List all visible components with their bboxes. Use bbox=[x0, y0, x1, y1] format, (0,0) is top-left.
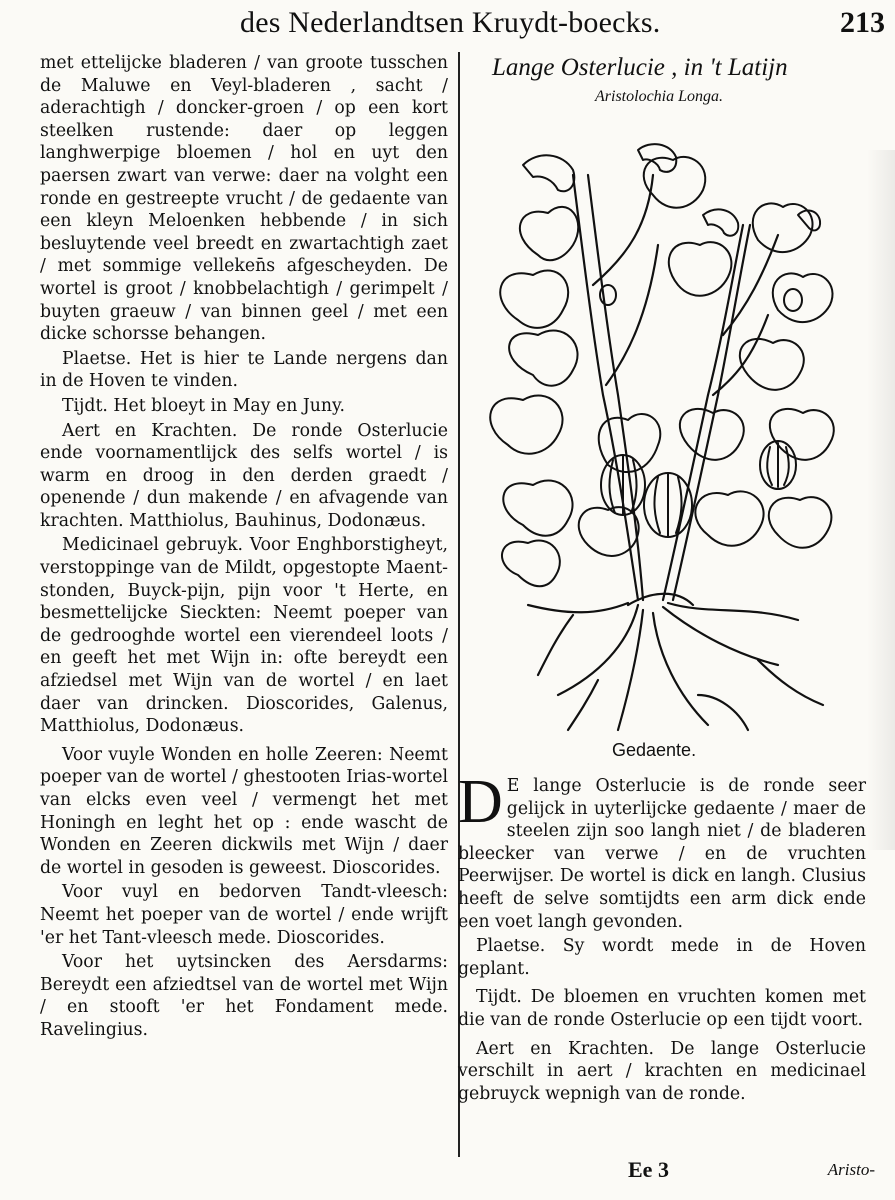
page-number: 213 bbox=[840, 6, 885, 39]
properties-paragraph: Aert en Krachten. De lange Osterlucie verschilt in aert / krachten en medicinael gebruyck wepnigh van de ronde. bbox=[458, 1038, 866, 1104]
signature-mark: Ee 3 bbox=[628, 1157, 669, 1182]
drop-cap: D bbox=[458, 768, 503, 836]
running-head bbox=[0, 6, 895, 46]
left-stem bbox=[573, 175, 658, 600]
time-paragraph: Tijdt. Het bloeyt in May en Juny. bbox=[62, 395, 345, 416]
left-column bbox=[40, 52, 448, 1044]
catchword: Aristo- bbox=[827, 1160, 875, 1179]
show-through-shadow bbox=[867, 150, 895, 850]
properties-paragraph: Aert en Krachten. De ronde Osterlucie ende voornamentlijck des selfs wortel / is warm en droog in den derden graedt / openende / dun makende / en afvagende van krachten. Matthiolus, Bauhinus, Dodonæus. bbox=[40, 420, 448, 531]
plant-title: Lange Osterlucie , in 't Latijn bbox=[492, 54, 788, 81]
plant-woodcut-illustration bbox=[478, 135, 858, 735]
description-paragraph: met ettelijcke bladeren / van groote tusschen de Maluwe en Veyl-bladeren , sacht / aderachtigh / doncker-groen / op een kort steelken rustende: daer op leggen langhwerpige bloemen / hol en uyt den paersen zwart van verwe: daer na volght een ronde en gestreepte vrucht / de gedaente van een kleyn Meloenken hebbende / in sich besluytende veel breedt en zwartachtigh zaet / met sommige velleken̄s afgescheyden. De wortel is groot / knobbelachtigh / gerimpelt / buyten graeuw / van binnen geel / met een dicke schorsse behangen. bbox=[40, 53, 448, 345]
time-paragraph: Tijdt. De bloemen en vruchten komen met die van de ronde Osterlucie op een tijdt voort. bbox=[458, 987, 866, 1030]
remedy-prolapse-paragraph: Voor het uytsincken des Aersdarms: Bereydt een afziedtsel van de wortel met Wijn / en stooft 'er het Fondament mede. Ravelingius. bbox=[40, 952, 448, 1040]
remedy-wounds-paragraph: Voor vuyle Wonden en holle Zeeren: Neemt poeper van de wortel / ghestooten Irias-wortel van elcks even veel / vermengt het met Honingh en leght het op : ende wascht de Wonden en Zeeren dickwils met Wijn / daer de wortel in gesoden is geweest. Dioscorides. bbox=[40, 744, 448, 878]
remedy-gums-paragraph: Voor vuyl en bedorven Tandt-vleesch: Neemt het poeper van de wortel / ende wrijft 'er het Tant-vleesch mede. Dioscorides. bbox=[40, 882, 448, 948]
right-column bbox=[458, 768, 866, 1107]
description-text: E lange Osterlucie is de ronde seer gelijck in uyterlijcke gedaente / maer de steelen zijn soo langh niet / de bladeren bleecker van verwe / en de vruchten Peerwijser. De wortel is dick en langh. Clusius heeft de selve somtijdts een arm dick ende een voet langh gevonden. bbox=[458, 776, 866, 932]
habitat-paragraph: Plaetse. Sy wordt mede in de Hoven geplant. bbox=[458, 936, 866, 979]
latin-name: Aristolochia Longa. bbox=[595, 88, 724, 105]
medicinal-use-paragraph: Medicinael gebruyk. Voor Enghborstigheyt, verstoppinge van de Mildt, opgestopte Maent-stonden, Buyck-pijn, pijn voor 't Herte, en besmettelijcke Sieckten: Neemt poeper van de gedrooghde wortel een vierendeel loots / en geeft het met Wijn in: ofte bereydt een afziedsel met Wijn van de wortel / en laet daer van drincken. Dioscorides, Galenus, Matthiolus, Dodonæus. bbox=[40, 535, 448, 737]
leaves bbox=[490, 157, 834, 586]
root-system bbox=[528, 594, 823, 730]
description-paragraph bbox=[458, 768, 866, 933]
habitat-paragraph: Plaetse. Het is hier te Lande nergens dan in de Hoven te vinden. bbox=[40, 348, 448, 392]
flowers bbox=[523, 144, 820, 236]
running-title: des Nederlandtsen Kruydt-boecks. bbox=[240, 6, 661, 39]
figure-caption: Gedaente. bbox=[612, 740, 697, 760]
